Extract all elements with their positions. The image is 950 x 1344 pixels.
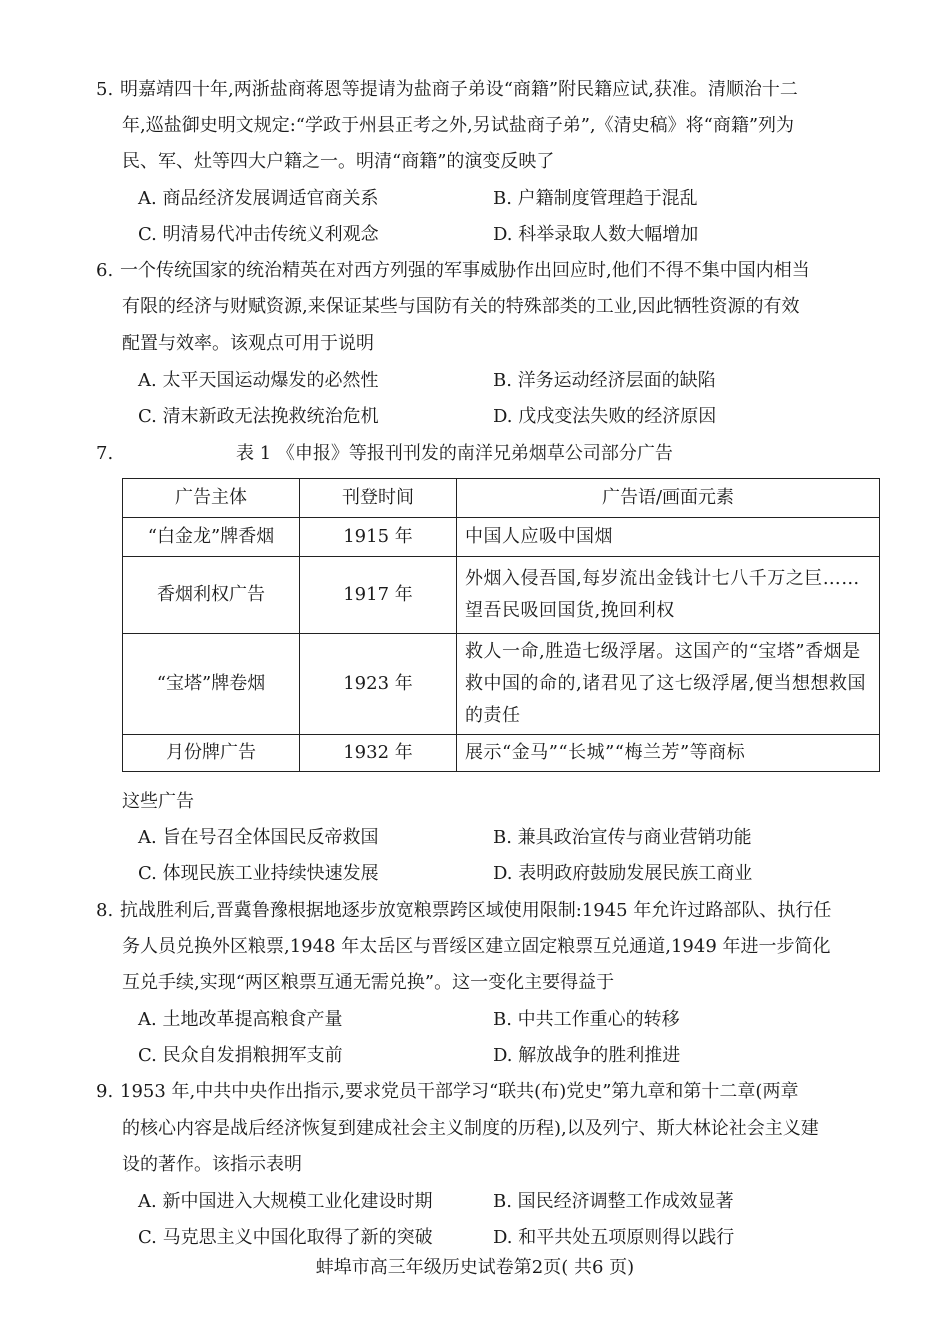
q8-option-d: D. 解放战争的胜利推进 <box>493 1045 681 1066</box>
q5-option-a: A. 商品经济发展调适官商关系 <box>138 188 379 209</box>
row4-date: 1932 年 <box>300 735 457 772</box>
q7-option-d: D. 表明政府鼓励发展民族工商业 <box>493 863 753 884</box>
q5-number: 5. <box>96 79 114 100</box>
q6-option-d: D. 戊戌变法失败的经济原因 <box>493 406 717 427</box>
q6-option-b: B. 洋务运动经济层面的缺陷 <box>493 370 716 391</box>
q8-option-a: A. 土地改革提高粮食产量 <box>138 1009 343 1030</box>
advertisement-table <box>122 478 880 772</box>
table-row <box>123 735 880 772</box>
row2-date: 1917 年 <box>300 557 457 634</box>
header-date: 刊登时间 <box>300 479 457 518</box>
table-row <box>123 634 880 735</box>
q5-stem-line-1: 明嘉靖四十年,两浙盐商蒋恩等提请为盐商子弟设“商籍”附民籍应试,获准。清顺治十二 <box>120 79 798 100</box>
q5-stem-line-2: 年,巡盐御史明文规定:“学政于州县正考之外,另试盐商子弟”,《清史稿》将“商籍”列为 <box>122 115 795 136</box>
q8-option-b: B. 中共工作重心的转移 <box>493 1009 680 1030</box>
q7-option-a: A. 旨在号召全体国民反帝救国 <box>138 827 379 848</box>
q6-number: 6. <box>96 260 114 281</box>
q6-stem-line-1: 一个传统国家的统治精英在对西方列强的军事威胁作出回应时,他们不得不集中国内相当 <box>120 260 810 281</box>
header-slogan: 广告语/画面元素 <box>457 479 880 518</box>
q9-option-a: A. 新中国进入大规模工业化建设时期 <box>138 1191 433 1212</box>
q8-stem-line-2: 务人员兑换外区粮票,1948 年太岳区与晋绥区建立固定粮票互兑通道,1949 年进一步简化 <box>122 936 831 957</box>
row1-date: 1915 年 <box>300 518 457 557</box>
row4-slogan: 展示“金马”“长城”“梅兰芳”等商标 <box>457 735 880 772</box>
row2-slogan: 外烟入侵吾国,每岁流出金钱计七八千万之巨……望吾民吸回国货,挽回利权 <box>457 557 880 634</box>
q5-option-d: D. 科举录取人数大幅增加 <box>493 224 699 245</box>
table-caption: 表 1 《申报》等报刊刊发的南洋兄弟烟草公司部分广告 <box>236 443 673 464</box>
q9-option-b: B. 国民经济调整工作成效显著 <box>493 1191 734 1212</box>
table-row <box>123 557 880 634</box>
q9-option-d: D. 和平共处五项原则得以践行 <box>493 1227 735 1248</box>
q8-stem-line-1: 抗战胜利后,晋冀鲁豫根据地逐步放宽粮票跨区域使用限制:1945 年允许过路部队、执行任 <box>120 900 832 921</box>
row3-subject: “宝塔”牌卷烟 <box>123 634 300 735</box>
q7-stem: 这些广告 <box>122 791 194 812</box>
q9-stem-line-2: 的核心内容是战后经济恢复到建成社会主义制度的历程),以及列宁、斯大林论社会主义建 <box>122 1118 819 1139</box>
q9-stem-line-1: 1953 年,中共中央作出指示,要求党员干部学习“联共(布)党史”第九章和第十二章(两章 <box>120 1081 799 1102</box>
q9-stem-line-3: 设的著作。该指示表明 <box>122 1154 302 1175</box>
q6-option-c: C. 清末新政无法挽救统治危机 <box>138 406 379 427</box>
q8-option-c: C. 民众自发捐粮拥军支前 <box>138 1045 343 1066</box>
row1-slogan: 中国人应吸中国烟 <box>457 518 880 557</box>
page-footer: 蚌埠市高三年级历史试卷第2页( 共6 页) <box>315 1257 635 1278</box>
q5-option-c: C. 明清易代冲击传统义利观念 <box>138 224 379 245</box>
table-row <box>123 518 880 557</box>
table-header-row <box>123 479 880 518</box>
row3-date: 1923 年 <box>300 634 457 735</box>
q9-number: 9. <box>96 1081 114 1102</box>
q9-option-c: C. 马克思主义中国化取得了新的突破 <box>138 1227 433 1248</box>
q8-stem-line-3: 互兑手续,实现“两区粮票互通无需兑换”。这一变化主要得益于 <box>122 972 615 993</box>
q6-stem-line-2: 有限的经济与财赋资源,来保证某些与国防有关的特殊部类的工业,因此牺牲资源的有效 <box>122 296 800 317</box>
q7-number: 7. <box>96 443 114 464</box>
q6-stem-line-3: 配置与效率。该观点可用于说明 <box>122 333 374 354</box>
q5-stem-line-3: 民、军、灶等四大户籍之一。明清“商籍”的演变反映了 <box>122 151 555 172</box>
q7-option-b: B. 兼具政治宣传与商业营销功能 <box>493 827 752 848</box>
row3-slogan: 救人一命,胜造七级浮屠。这国产的“宝塔”香烟是救中国的命的,诸君见了这七级浮屠,便当想想救国的责任 <box>457 634 880 735</box>
q5-option-b: B. 户籍制度管理趋于混乱 <box>493 188 698 209</box>
row4-subject: 月份牌广告 <box>123 735 300 772</box>
q8-number: 8. <box>96 900 114 921</box>
q7-option-c: C. 体现民族工业持续快速发展 <box>138 863 379 884</box>
row1-subject: “白金龙”牌香烟 <box>123 518 300 557</box>
header-subject: 广告主体 <box>123 479 300 518</box>
row2-subject: 香烟利权广告 <box>123 557 300 634</box>
q6-option-a: A. 太平天国运动爆发的必然性 <box>138 370 379 391</box>
